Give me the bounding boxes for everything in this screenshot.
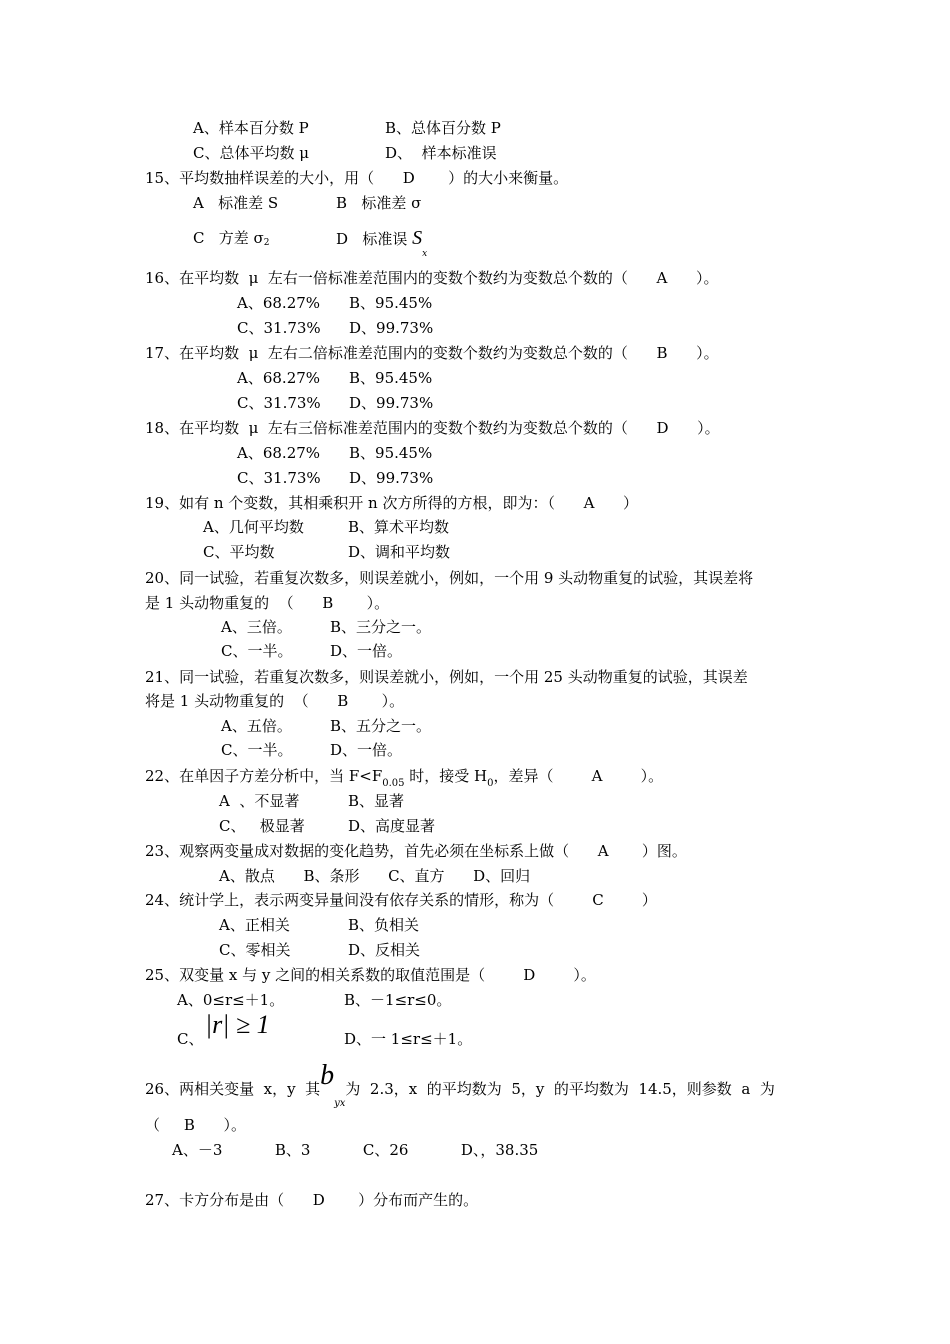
q22-option-d: D、高度显著 (348, 817, 436, 835)
q17-option-b: B、95.45% (349, 369, 433, 387)
q15-option-d: D 标准误 $S_x$ (336, 227, 428, 259)
q15-option-a: A 标准差 S (193, 194, 279, 212)
q21-option-a: A、五倍。 (221, 717, 292, 735)
q18-option-c: C、31.73% (237, 469, 321, 487)
q25-option-d: D、一 1≤r≤＋1。 (344, 1030, 473, 1048)
question-26: 26、两相关变量 x，y 其$b_{yx}$为 2.3，x 的平均数为 5，y 的平均数为 14.5，则参数 a 为 (145, 1060, 775, 1109)
q17-option-d: D、99.73% (349, 394, 434, 412)
q24-option-d: D、反相关 (348, 941, 421, 959)
q26-options: A、－3 B、3 C、26 D、，38.35 (172, 1141, 539, 1159)
q24-option-b: B、负相关 (348, 916, 420, 934)
question-17: 17、在平均数 μ 左右二倍标准差范围内的变数个数约为变数总个数的（ B ）。 (145, 344, 719, 362)
q25-option-c: C、 (177, 1030, 204, 1048)
q22-option-b: B、显著 (348, 792, 405, 810)
q16-option-b: B、95.45% (349, 294, 433, 312)
q19-option-d: D、调和平均数 (348, 543, 451, 561)
q18-option-b: B、95.45% (349, 444, 433, 462)
question-27: 27、卡方分布是由（ D ）分布而产生的。 (145, 1191, 479, 1209)
q19-option-a: A、几何平均数 (203, 518, 304, 536)
q16-option-d: D、99.73% (349, 319, 434, 337)
question-20-line2: 是 1 头动物重复的 （ B ）。 (145, 594, 390, 612)
q16-option-a: A、68.27% (237, 294, 321, 312)
q22-option-a: A 、不显著 (219, 792, 300, 810)
question-23: 23、观察两变量成对数据的变化趋势，首先必须在坐标系上做（ A ）图。 (145, 842, 687, 860)
question-18: 18、在平均数 μ 左右三倍标准差范围内的变数个数约为变数总个数的（ D ）。 (145, 419, 720, 437)
question-16: 16、在平均数 μ 左右一倍标准差范围内的变数个数约为变数总个数的（ A ）。 (145, 269, 719, 287)
q20-option-a: A、三倍。 (221, 618, 292, 636)
q17-option-a: A、68.27% (237, 369, 321, 387)
question-21-line2: 将是 1 头动物重复的 （ B ）。 (145, 692, 405, 710)
question-19: 19、如有 n 个变数，其相乘积开 n 次方所得的方根，即为：（ A ） (145, 494, 639, 512)
question-20: 20、同一试验，若重复次数多，则误差就小，例如，一个用 9 头动物重复的试验，其误差将 (145, 569, 754, 587)
q21-option-b: B、五分之一。 (330, 717, 432, 735)
q18-option-d: D、99.73% (349, 469, 434, 487)
q20-option-b: B、三分之一。 (330, 618, 432, 636)
q16-option-c: C、31.73% (237, 319, 321, 337)
option-c: C、总体平均数 μ (193, 144, 309, 162)
question-25: 25、双变量 x 与 y 之间的相关系数的取值范围是（ D ）。 (145, 966, 596, 984)
question-26-line2: （ B ）。 (145, 1116, 246, 1134)
option-d: D、 样本标准误 (385, 144, 497, 162)
q25-option-b: B、－1≤r≤0。 (344, 991, 452, 1009)
question-15: 15、平均数抽样误差的大小，用（ D ）的大小来衡量。 (145, 169, 569, 187)
q17-option-c: C、31.73% (237, 394, 321, 412)
q15-option-c: C 方差 σ2 (193, 229, 270, 248)
question-22: 22、在单因子方差分析中，当 $F<F_{0.05}$ 时，接受 $H_0$，差异（ A ）。 (145, 767, 664, 789)
q20-option-d: D、一倍。 (330, 642, 403, 660)
q18-option-a: A、68.27% (237, 444, 321, 462)
q15-option-b: B 标准差 σ (336, 194, 422, 212)
q25-option-c-formula: |r| ≥ 1 (205, 1010, 270, 1039)
q19-option-c: C、平均数 (203, 543, 275, 561)
q22-option-c: C、 极显著 (219, 817, 305, 835)
question-21: 21、同一试验，若重复次数多，则误差就小，例如，一个用 25 头动物重复的试验，其误差 (145, 668, 748, 686)
option-b: B、总体百分数 P (385, 119, 501, 137)
q21-option-c: C、一半。 (221, 741, 293, 759)
question-24: 24、统计学上，表示两变异量间没有依存关系的情形，称为（ C ） (145, 891, 657, 909)
q24-option-a: A、正相关 (219, 916, 290, 934)
q19-option-b: B、算术平均数 (348, 518, 450, 536)
q23-options: A、散点 B、条形 C、直方 D、回归 (219, 867, 531, 885)
q21-option-d: D、一倍。 (330, 741, 403, 759)
q25-option-a: A、0≤r≤＋1。 (177, 991, 285, 1009)
option-a: A、样本百分数 P (193, 119, 309, 137)
q24-option-c: C、零相关 (219, 941, 291, 959)
q20-option-c: C、一半。 (221, 642, 293, 660)
